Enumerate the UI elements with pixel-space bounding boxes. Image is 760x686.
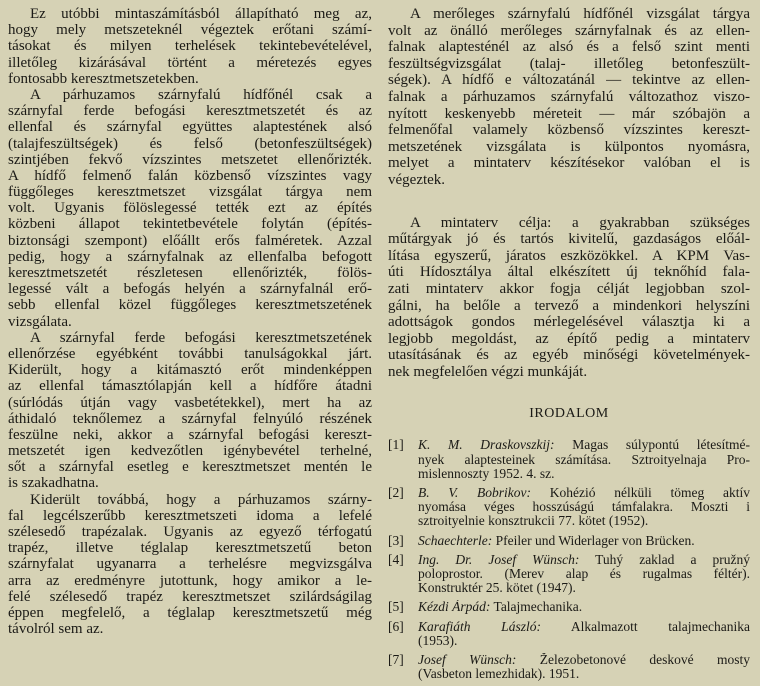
reference-author: Kézdi Árpád: — [418, 600, 491, 615]
text-line: nek megfelelően végzi munkáját. — [388, 363, 588, 380]
reference-line — [418, 486, 750, 500]
text-line: ségek). A hídfő e változatánál — tekintve az ellen- — [388, 72, 750, 89]
text-line: felé szélesedő trapéz keresztmetszet szilárdságilag — [8, 588, 372, 605]
text-line: áthidaló teknőlemez a szárnyfal felnyúló részének — [8, 410, 372, 427]
text-line: Kiderült, hogy a kitámasztó erőt mindenképpen — [8, 362, 372, 379]
reference-number: [2] — [388, 485, 404, 501]
reference-author: Schaechterle: — [418, 533, 493, 548]
text-line: volt. Ugyanis fölöslegessé tették ezt az építés — [8, 200, 372, 217]
reference-number: [7] — [388, 651, 404, 667]
reference-number: [1] — [388, 437, 404, 453]
reference-number: [6] — [388, 618, 404, 634]
right-column — [388, 6, 750, 686]
reference-number: [3] — [388, 532, 404, 548]
paragraph — [388, 215, 750, 381]
text-line: trapéz, illetve téglalap keresztmetszetű beton — [8, 540, 372, 557]
text-line: vizsgálata. — [8, 313, 72, 330]
text-line: utasításának és az egyéb minőségi követelmények- — [388, 347, 750, 364]
text-line: falnak a párhuzamos szárnyfalú változathoz viszo- — [388, 88, 750, 105]
text-line: fal legcélszerűbb keresztmetszeti idoma a lefelé — [8, 507, 372, 524]
text-line: fontosabb keresztmetszetekben. — [8, 70, 199, 87]
text-line: legjobb megoldást, az építő pedig a mintaterv — [388, 330, 750, 347]
reference-author: B. V. Bobrikov: — [418, 486, 531, 501]
reference-author: K. M. Draskovszkij: — [418, 438, 555, 453]
text-line: ellenőrzése egyébként további tanulságokkal járt. — [8, 345, 372, 362]
text-line: függőleges keresztmetszet vizsgálat tárgya nem — [8, 184, 372, 201]
reference-author: Josef Wünsch: — [418, 652, 517, 667]
text-line: legessé vált a befogás helyén a szárnyfalnál erő- — [8, 281, 372, 298]
text-line: szárnyfalat ugyanarra a terhelésre megvizsgálva — [8, 556, 372, 573]
reference-item — [388, 438, 750, 481]
left-column — [8, 6, 372, 637]
text-line: pedig, hogy a szárnyfalnak az ellenfalba befogott — [8, 248, 372, 265]
text-line: (súrlódás útján vagy vasbetétekkel), mert ha az — [8, 394, 372, 411]
reference-item — [388, 486, 750, 529]
text-line: sebb ellenfal közel függőleges keresztmetszetének — [8, 297, 372, 314]
text-line: Ez utóbbi mintaszámításból állapítható meg az, — [30, 6, 372, 22]
reference-line — [418, 653, 750, 667]
text-line: (talajfeszültségek) és felső (betonfeszültségek) — [8, 135, 372, 152]
text-line: tásokat és milyen terhelések tekintebevételével, — [8, 38, 372, 55]
text-line: feszülne neki, akkor a szárnyfal befogási kereszt- — [8, 426, 372, 443]
text-line: végeztek. — [388, 171, 446, 188]
text-line: sőt a szárnyfal esetleg e keresztmetszet mentén le — [8, 459, 372, 476]
paragraph — [388, 6, 750, 189]
text-line: nyított keskenyebb méreteit — már szóbajön a — [388, 105, 750, 122]
text-line: szintjében fekvő vízszintes metszetet ellenőrizték. — [8, 151, 372, 168]
reference-line: nyomása véges hosszúságú támfalakra. Moszti i — [418, 500, 750, 515]
reference-item — [388, 600, 750, 614]
text-line: Kiderült továbbá, hogy a párhuzamos szárny- — [30, 491, 372, 508]
text-line: volt az önálló merőleges szárnyfalnak és az ellen- — [388, 22, 750, 39]
paragraph-gap — [388, 189, 750, 215]
reference-item — [388, 553, 750, 596]
references-heading: IRODALOM — [529, 406, 609, 422]
paragraph — [8, 87, 372, 330]
text-line: feszültségvizsgálat (talaj- illetőleg betonfeszült- — [388, 55, 750, 72]
reference-line: nyek alaptesteinek számítása. Sztroityelnaja Pro- — [418, 452, 750, 467]
text-line: adottságok gondos mérlegelésével választja ki a — [388, 314, 750, 331]
text-line: felmenőfal valamely közbenső vízszintes kereszt- — [388, 122, 750, 139]
reference-line: sztroityelnie konsztrukcii 77. kötet (1952). — [418, 514, 649, 529]
text-line: metszetének vizsgálata is külpontos nyomásra, — [388, 138, 750, 155]
text-line: szárnyfal ferde befogási keresztmetszetét és az — [8, 103, 372, 120]
text-line: ellenfal és szárnyfal együttes alaptestének alsó — [8, 119, 372, 136]
text-line: gálni, ha belőle a tervező a mindenkori helyszíni — [388, 297, 750, 314]
reference-line — [418, 620, 750, 634]
reference-line — [418, 438, 750, 452]
text-line: szélesedő trapézalak. Ugyanis az egyező térfogatú — [8, 524, 372, 540]
reference-item — [388, 534, 750, 548]
text-line: A párhuzamos szárnyfalú hídfőnél csak a — [30, 86, 372, 103]
text-line: távolról sem az. — [8, 621, 104, 638]
text-line: úti Hídosztálya által elkészített új teknőhíd fala- — [388, 264, 750, 281]
reference-text: Talajmechanika. — [493, 600, 583, 615]
text-line: is szakadhatna. — [8, 475, 99, 492]
reference-item — [388, 620, 750, 648]
text-line: zati mintaterv akkor fogja célját legjobban szol- — [388, 280, 750, 297]
reference-text: Alkalmazott talajmechanika — [570, 619, 750, 634]
text-line: metszetét igen kedvezőtlen igénybevétel terhelné, — [8, 443, 372, 460]
paragraph — [8, 330, 372, 492]
text-line: közbeni állapot tekintetbevétele folytán (építés- — [8, 216, 372, 233]
paragraph — [8, 6, 372, 87]
text-line: melyet a mintaterv készítésekor valóban el is — [388, 155, 750, 172]
reference-text: Železobetonové deskové mosty — [539, 652, 750, 667]
text-line: hogy mely metszeteknél végeztek erőtani számí- — [8, 22, 372, 39]
reference-author: Ing. Dr. Josef Wünsch: — [418, 552, 580, 567]
reference-line: Konstruktér 25. kötet (1947). — [418, 581, 576, 596]
reference-text: Kohézió nélküli tömeg aktív — [549, 486, 750, 501]
reference-line: (1953). — [418, 633, 458, 648]
text-line: arra az eredményre jutottunk, hogy amikor a le- — [8, 572, 372, 589]
reference-text: Tuhý zaklad a pružný — [595, 552, 750, 567]
text-line: keresztmetszetét részletesen ellenőrizték, fölös- — [8, 265, 372, 281]
reference-number: [5] — [388, 599, 404, 615]
reference-line: poloprostor. (Merev alap és rugalmas féltér). — [418, 566, 750, 581]
reference-number: [4] — [388, 551, 404, 567]
text-line: illetőleg kizárásával történt a méretezés egyes — [8, 54, 372, 71]
text-line: műtárgyak jó és tartós kivitelű, gazdaságos előál- — [388, 231, 750, 248]
reference-line: mislennoszty 1952. 4. sz. — [418, 466, 555, 481]
text-line: A hídfő felmenő falán közbenső vízszintes vagy — [8, 167, 372, 184]
text-line: lítása egyszerű, járatos eszközökkel. A KPM Vas- — [388, 247, 750, 264]
text-line: falnak alaptesténél az alsó és a felső szint menti — [388, 39, 750, 56]
reference-line — [418, 600, 750, 614]
text-line: éppen megfelelő, a téglalap keresztmetszetű még — [8, 604, 372, 621]
text-line: A szárnyfal ferde befogási keresztmetszetének — [30, 329, 372, 346]
reference-line — [418, 534, 750, 548]
reference-text: Pfeiler und Widerlager von Brücken. — [495, 533, 695, 548]
reference-line: (Vasbeton lemezhidak). 1951. — [418, 667, 580, 682]
reference-item — [388, 653, 750, 681]
text-line: biztonsági szempont) előállt erős falméretek. Azzal — [8, 232, 372, 249]
text-line: A merőleges szárnyfalú hídfőnél vizsgálat tárgya — [410, 6, 750, 22]
reference-line — [418, 553, 750, 567]
reference-author: Karafiáth László: — [418, 619, 541, 634]
text-line: az ellenfal támasztólapján kell a hídfőre átadni — [8, 378, 372, 395]
paragraph — [8, 492, 372, 638]
reference-text: Magas súlypontú létesítmé- — [572, 438, 750, 453]
text-line: A mintaterv célja: a gyakrabban szükséges — [410, 214, 750, 231]
